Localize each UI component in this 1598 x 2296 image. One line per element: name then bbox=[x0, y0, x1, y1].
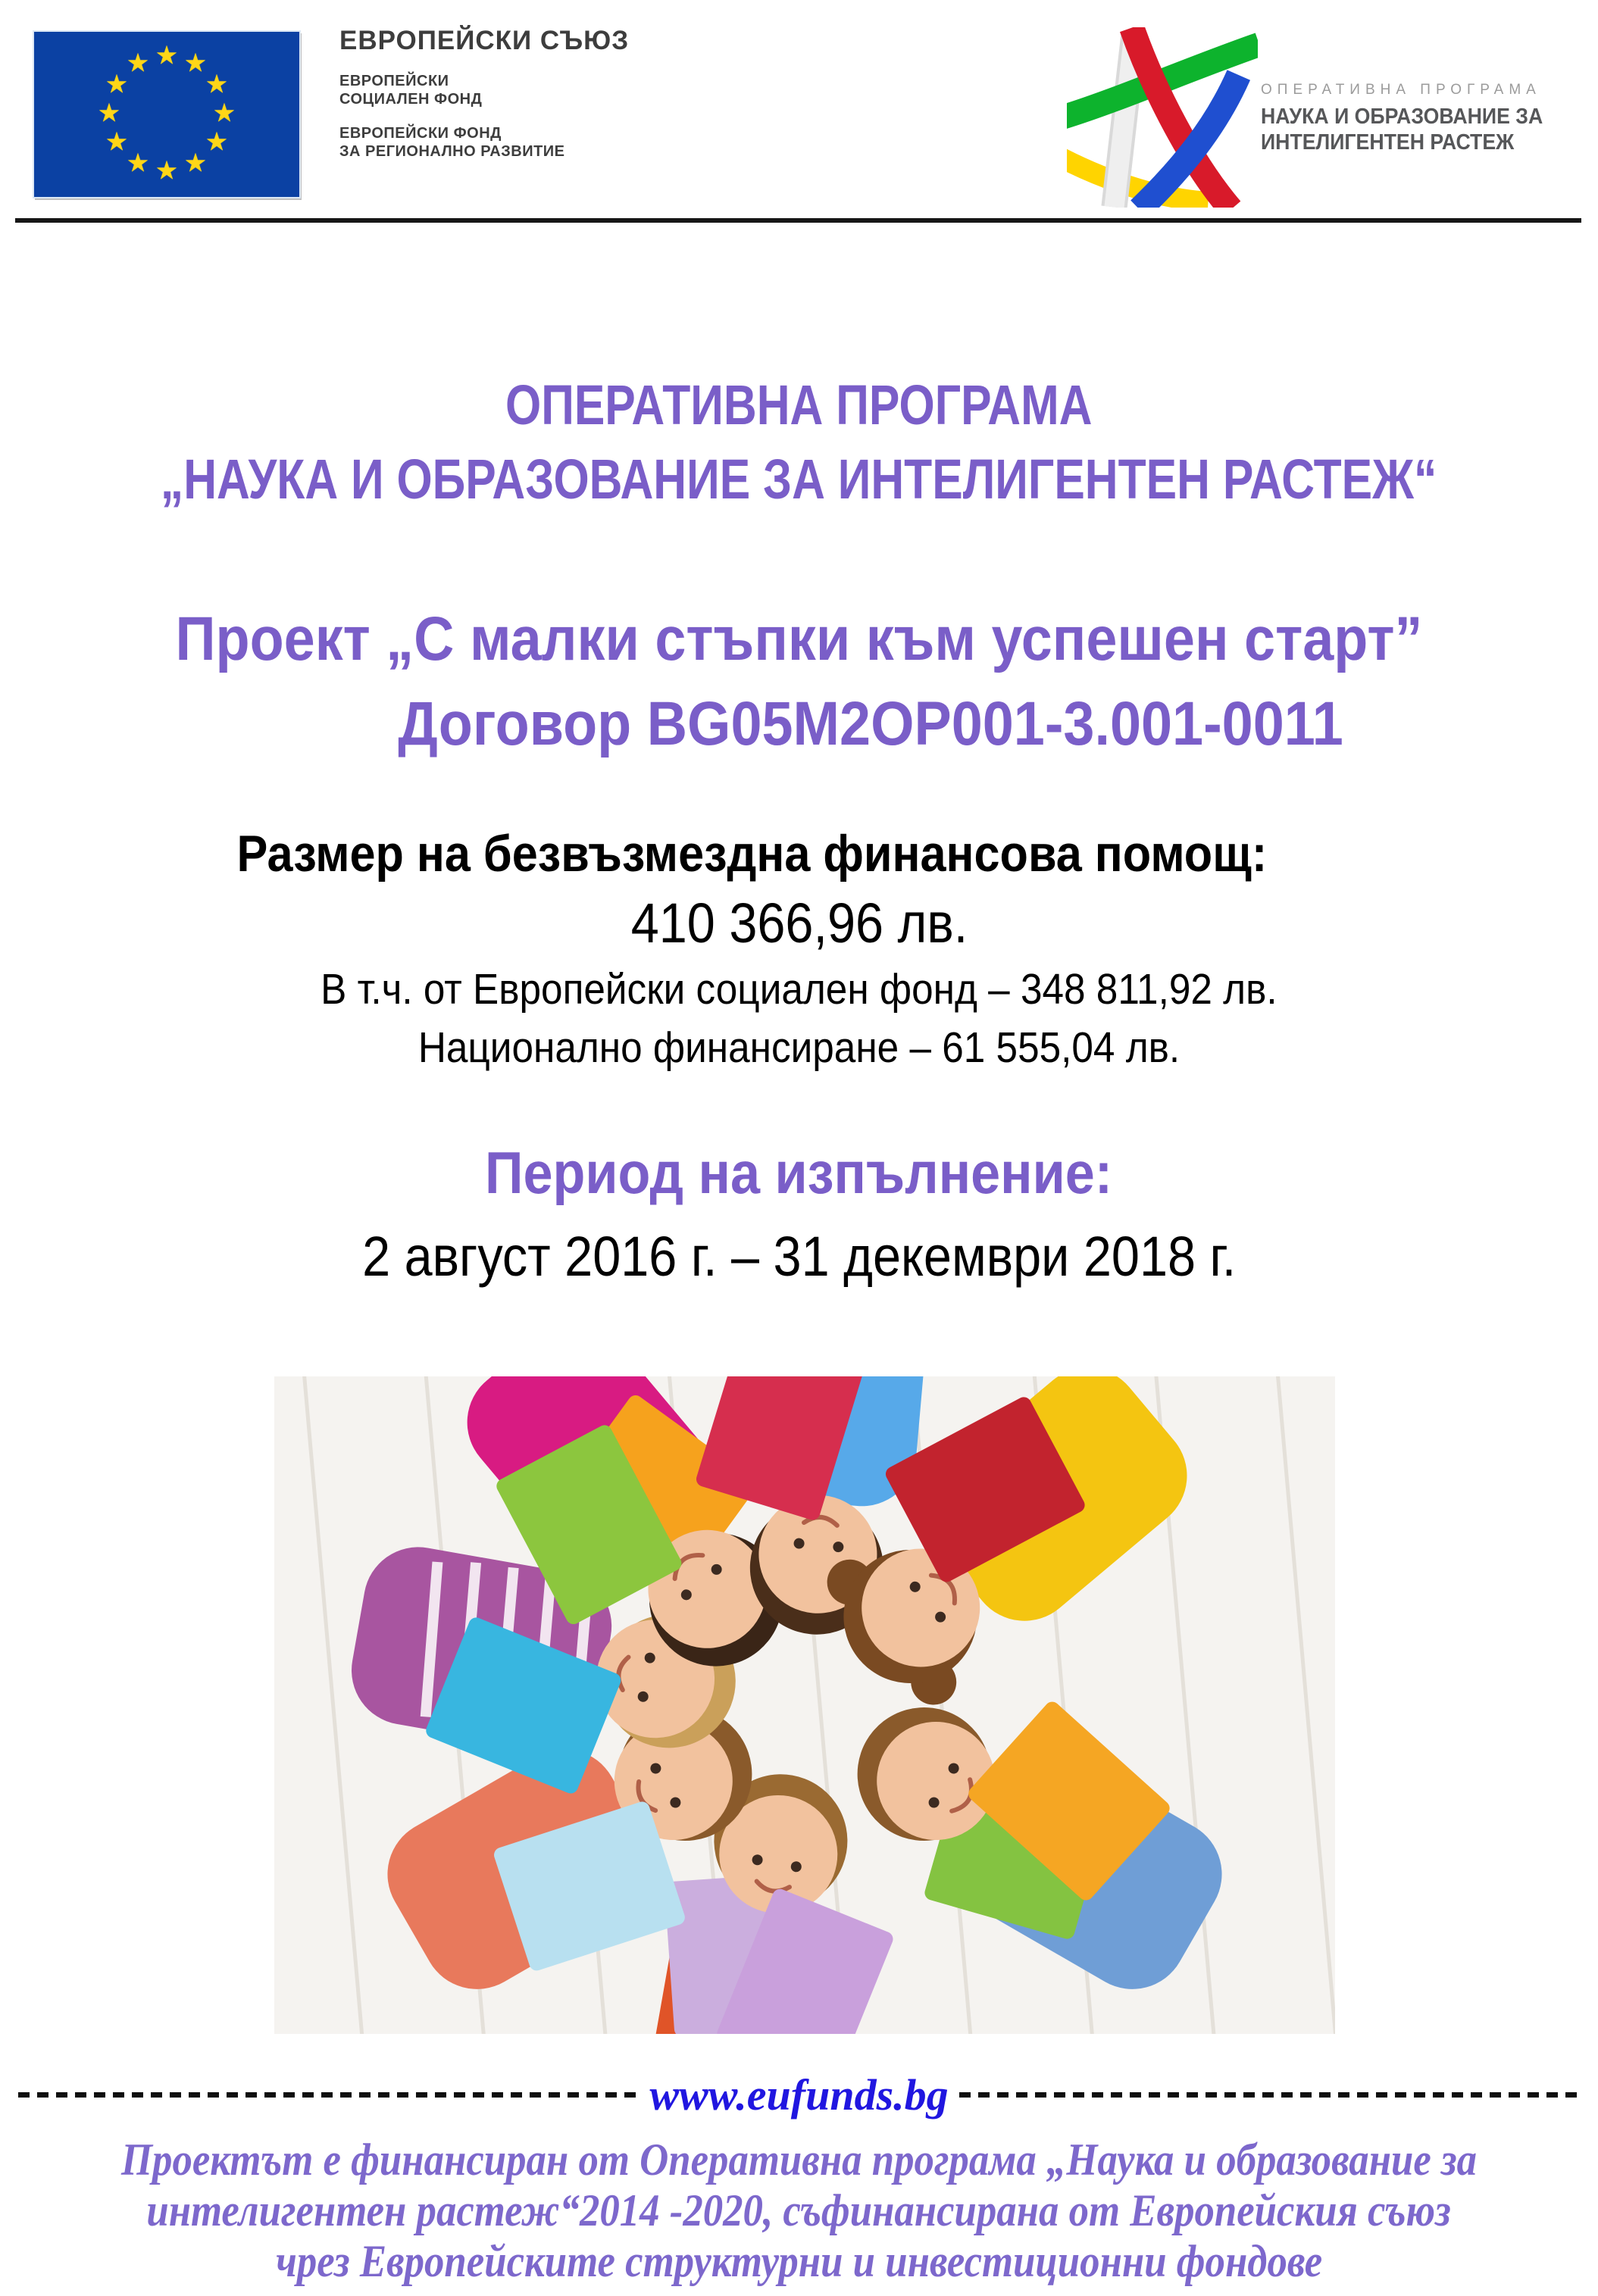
eu-regional-fund-label bbox=[339, 124, 629, 161]
period-heading-text: Период на изпълнение: bbox=[485, 1139, 1113, 1206]
eu-star-icon: ★ bbox=[126, 148, 150, 178]
period-heading bbox=[0, 1139, 1598, 1207]
eu-star-icon: ★ bbox=[205, 127, 229, 157]
eu-social-fund-label bbox=[339, 72, 629, 108]
grant-heading bbox=[0, 824, 1551, 883]
eu-social-fund-line1: ЕВРОПЕЙСКИ bbox=[339, 73, 449, 89]
eu-star-icon: ★ bbox=[155, 41, 179, 70]
eu-flag-icon bbox=[34, 32, 299, 197]
header-divider bbox=[15, 218, 1581, 223]
dashed-line-left bbox=[18, 2092, 639, 2098]
program-title-line1: ОПЕРАТИВНА ПРОГРАМА bbox=[505, 373, 1093, 436]
eu-star-icon: ★ bbox=[183, 48, 208, 78]
grant-detail-esf: В т.ч. от Европейски социален фонд – 348 811,92 лв. bbox=[321, 965, 1277, 1014]
funding-line-2: интелигентен растеж“2014 -2020, съфинансирана от Европейския съюз bbox=[146, 2185, 1452, 2235]
eu-regional-fund-line2: ЗА РЕГИОНАЛНО РАЗВИТИЕ bbox=[339, 143, 565, 160]
eu-star-icon: ★ bbox=[105, 70, 129, 99]
op-kicker-label: ОПЕРАТИВНА ПРОГРАМА bbox=[1261, 82, 1541, 98]
funding-note bbox=[0, 2135, 1598, 2287]
eu-regional-fund-line1: ЕВРОПЕЙСКИ ФОНД bbox=[339, 125, 502, 142]
grant-amount bbox=[0, 891, 1598, 955]
op-logo-text bbox=[1261, 82, 1568, 155]
funding-line-1: Проектът е финансиран от Оперативна програма „Наука и образование за bbox=[120, 2135, 1478, 2185]
website-row bbox=[18, 2063, 1580, 2126]
children-photo bbox=[274, 1376, 1335, 2034]
eu-star-icon: ★ bbox=[126, 48, 150, 78]
grant-details bbox=[0, 961, 1598, 1077]
op-logo-ribbons-icon bbox=[1067, 27, 1258, 208]
eu-star-icon: ★ bbox=[205, 70, 229, 99]
program-title bbox=[0, 368, 1598, 517]
op-name-label bbox=[1261, 104, 1568, 155]
dashed-line-right bbox=[959, 2092, 1580, 2098]
program-title-line2: „НАУКА И ОБРАЗОВАНИЕ ЗА ИНТЕЛИГЕНТЕН РАСТЕЖ“ bbox=[161, 448, 1437, 511]
grant-heading-text: Размер на безвъзмездна финансова помощ: bbox=[236, 825, 1268, 882]
eu-union-label: ЕВРОПЕЙСКИ СЪЮЗ bbox=[339, 26, 630, 55]
project-name-line: Проект „С малки стъпки към успешен старт” bbox=[175, 604, 1423, 673]
eu-star-icon: ★ bbox=[183, 148, 208, 178]
eu-star-icon: ★ bbox=[212, 98, 236, 128]
funding-line-3: чрез Европейските структурни и инвестиционни фондове bbox=[275, 2236, 1323, 2286]
eu-star-icon: ★ bbox=[105, 127, 129, 157]
project-contract-line: Договор BG05M2OP001-3.001-0011 bbox=[398, 689, 1344, 758]
period-value-text: 2 август 2016 г. – 31 декември 2018 г. bbox=[361, 1225, 1237, 1288]
grant-detail-national: Национално финансиране – 61 555,04 лв. bbox=[417, 1023, 1181, 1072]
project-heading bbox=[0, 597, 1598, 767]
eu-star-icon: ★ bbox=[155, 156, 179, 186]
op-name-line2: ИНТЕЛИГЕНТЕН РАСТЕЖ bbox=[1261, 130, 1515, 155]
eu-star-icon: ★ bbox=[97, 98, 121, 128]
grant-amount-text: 410 366,96 лв. bbox=[630, 892, 968, 954]
period-value bbox=[0, 1224, 1598, 1289]
eu-logo-text bbox=[339, 26, 629, 161]
eufunds-link[interactable]: www.eufunds.bg bbox=[649, 2070, 949, 2120]
eu-social-fund-line2: СОЦИАЛЕН ФОНД bbox=[339, 91, 483, 108]
op-name-line1: НАУКА И ОБРАЗОВАНИЕ ЗА bbox=[1261, 105, 1543, 129]
